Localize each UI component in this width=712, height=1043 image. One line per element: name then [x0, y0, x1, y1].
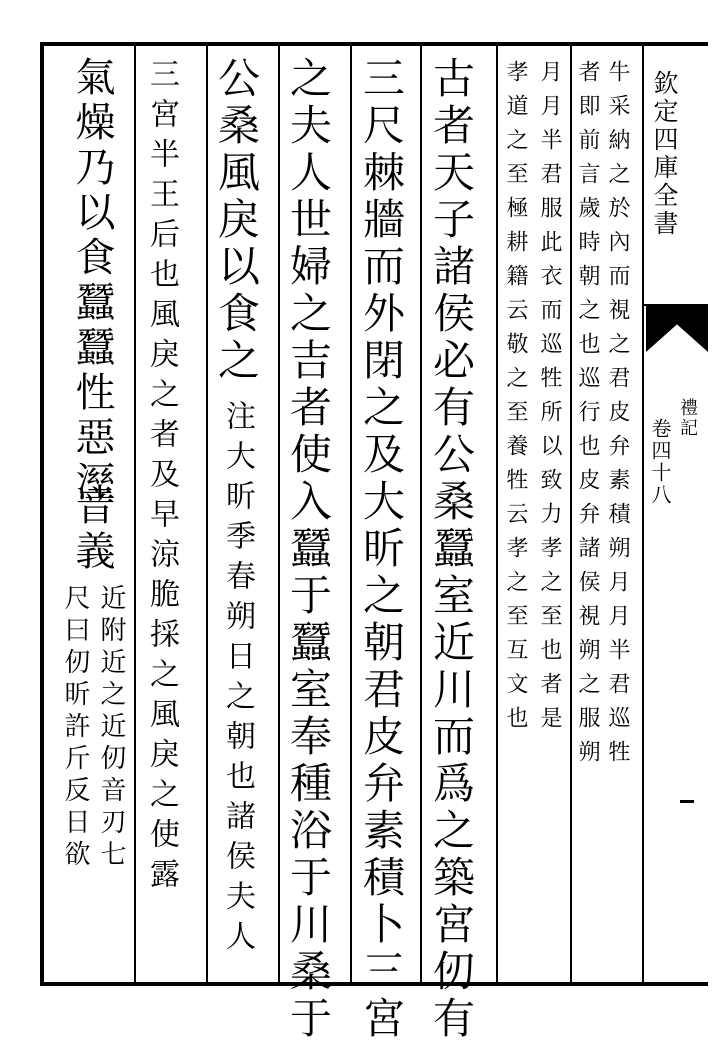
main-text-column: 之夫人世婦之吉者使入蠶于蠶室奉種浴于川桑于: [284, 56, 333, 1043]
annotation-column: 注大昕季春朔日之朝也諸侯夫人: [220, 400, 255, 960]
column-rule: [496, 46, 498, 982]
main-text-column: 氣燥乃以食蠶蠶性惡溼: [69, 56, 115, 506]
column-rule: [278, 46, 280, 982]
margin-divider: [644, 304, 708, 306]
column-rule: [570, 46, 572, 982]
annotation-column: 三宮半王后也風戾之者及早涼脆採之風戾之使露: [144, 58, 179, 898]
margin-tick: [680, 800, 694, 803]
annotation-column: 孝道之至極耕籍云敬之至養牲云孝之至互文也: [503, 60, 528, 740]
edition-title: 欽定四庫全書: [650, 70, 679, 238]
main-text-column: 古者天子諸侯必有公桑蠶室近川而爲之築宮仞有: [427, 56, 476, 1043]
column-rule: [350, 46, 352, 982]
main-text-column: 三尺棘牆而外閉之及大昕之朝君皮弁素積卜三宮: [357, 56, 406, 1043]
annotation-column: 尺曰仞昕許斤反日欲: [60, 584, 90, 872]
annotation-column: 者即前言歲時朝之也巡行也皮弁諸侯視朔之服朔: [575, 60, 600, 774]
annotation-column: 近附近之近仞音刃七: [96, 584, 126, 872]
margin-rule: [642, 46, 644, 982]
volume-label: 卷四十八: [648, 418, 672, 506]
column-rule: [206, 46, 208, 982]
phonetic-marker: 音義: [69, 485, 115, 575]
annotation-column: 月月半君服此衣而巡牲所以致力孝之至也者是: [537, 60, 562, 740]
main-text-column: 公桑風戾以食之: [212, 56, 261, 385]
column-rule: [420, 46, 422, 982]
column-rule: [134, 46, 136, 982]
work-fragment: 禮記: [677, 398, 698, 438]
annotation-column: 牛采納之於內而視之君皮弁素積朔月月半君巡牲: [605, 60, 630, 774]
